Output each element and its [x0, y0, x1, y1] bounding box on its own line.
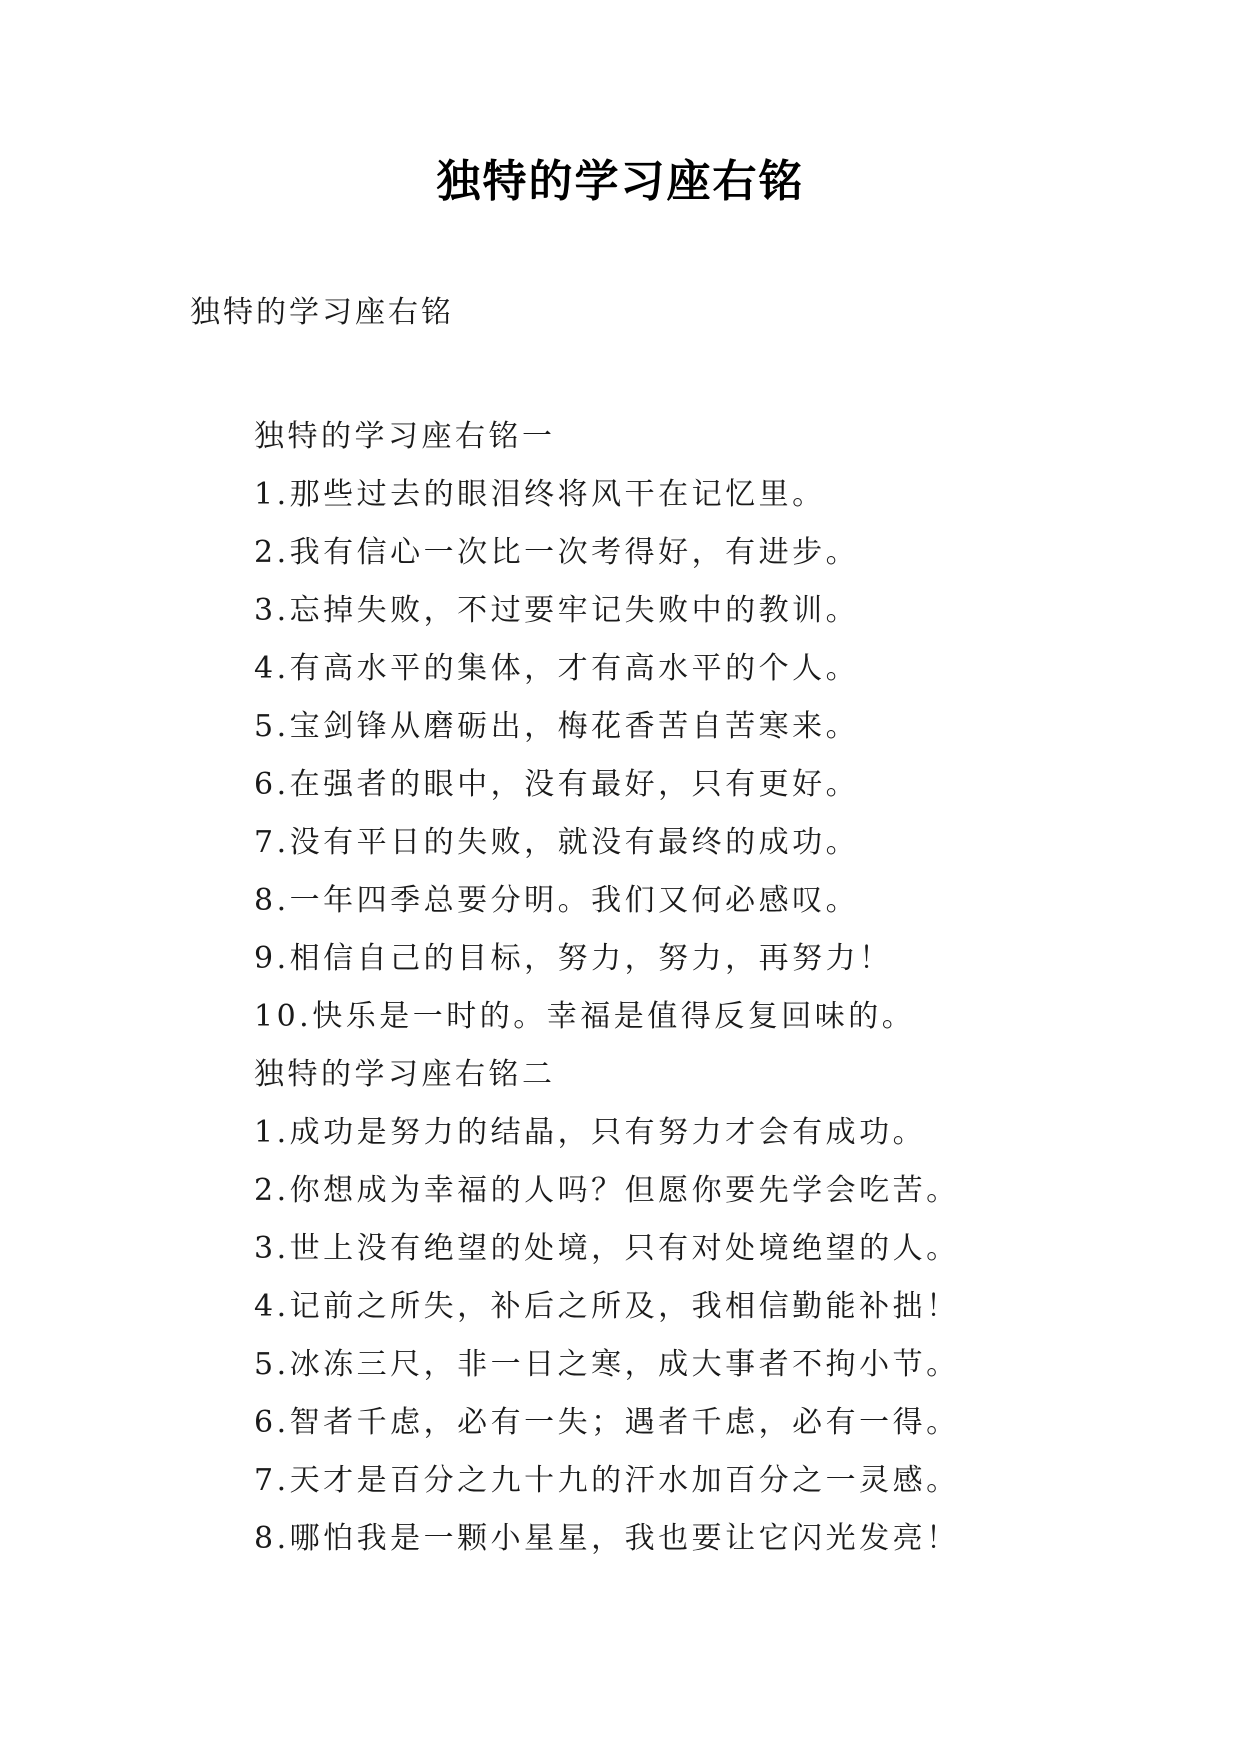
section-heading-2: 独特的学习座右铭二: [254, 1057, 556, 1092]
list-item: 6.智者千虑，必有一失；遇者千虑，必有一得。: [254, 1405, 960, 1440]
list-item: 1.成功是努力的结晶，只有努力才会有成功。: [254, 1115, 927, 1150]
list-item: 5.冰冻三尺，非一日之寒，成大事者不拘小节。: [254, 1347, 960, 1382]
list-item: 4.记前之所失，补后之所及，我相信勤能补拙！: [254, 1289, 960, 1324]
list-item: 8.哪怕我是一颗小星星，我也要让它闪光发亮！: [254, 1521, 960, 1556]
document-title: 独特的学习座右铭: [436, 156, 805, 207]
list-item: 3.忘掉失败，不过要牢记失败中的教训。: [254, 593, 860, 628]
list-item: 7.没有平日的失败，就没有最终的成功。: [254, 825, 860, 860]
list-item: 2.你想成为幸福的人吗？但愿你要先学会吃苦。: [254, 1173, 960, 1208]
list-item: 2.我有信心一次比一次考得好，有进步。: [254, 535, 860, 570]
list-item: 5.宝剑锋从磨砺出，梅花香苦自苦寒来。: [254, 709, 860, 744]
list-item: 7.天才是百分之九十九的汗水加百分之一灵感。: [254, 1463, 960, 1498]
section-heading-1: 独特的学习座右铭一: [254, 419, 556, 454]
list-item: 4.有高水平的集体，才有高水平的个人。: [254, 651, 860, 686]
list-item: 3.世上没有绝望的处境，只有对处境绝望的人。: [254, 1231, 960, 1266]
list-item: 1.那些过去的眼泪终将风干在记忆里。: [254, 477, 826, 512]
document-body: [254, 408, 974, 1568]
list-item: 10.快乐是一时的。幸福是值得反复回味的。: [254, 999, 916, 1034]
list-item: 9.相信自己的目标，努力，努力，再努力！: [254, 941, 893, 976]
list-item: 6.在强者的眼中，没有最好，只有更好。: [254, 767, 860, 802]
document-subtitle: 独特的学习座右铭: [190, 295, 454, 330]
list-item: 8.一年四季总要分明。我们又何必感叹。: [254, 883, 860, 918]
